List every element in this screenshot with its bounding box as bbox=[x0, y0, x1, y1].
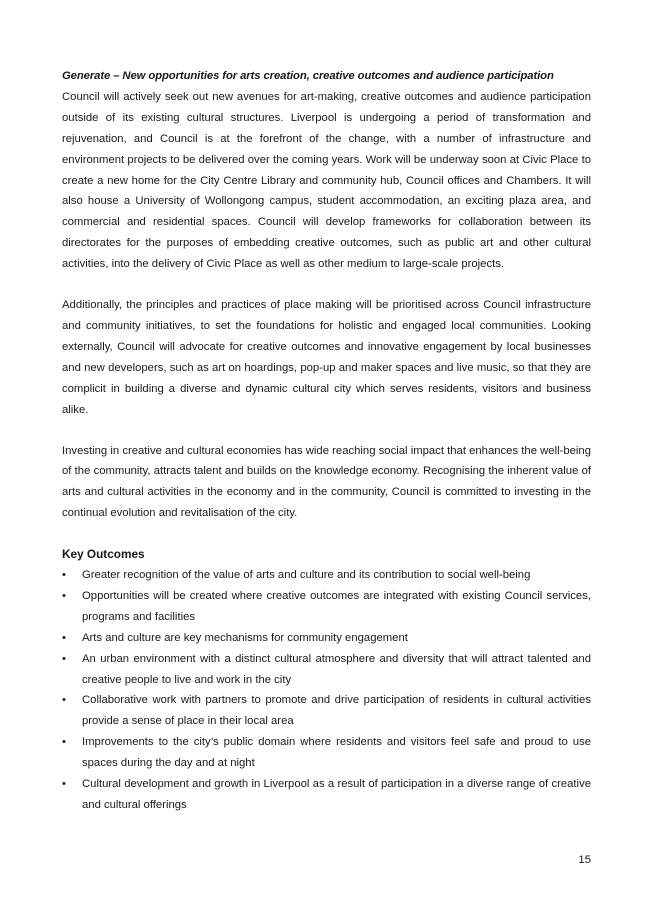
list-item bbox=[62, 628, 591, 649]
list-item-text: Greater recognition of the value of arts and culture and its contribution to social well-being bbox=[82, 569, 531, 582]
list-item-text: An urban environment with a distinct cultural atmosphere and diversity that will attract talented and creative people to live and work in the city bbox=[82, 652, 591, 686]
list-item-text: Arts and culture are key mechanisms for community engagement bbox=[82, 631, 408, 644]
list-item bbox=[62, 565, 591, 586]
page-number: 15 bbox=[578, 854, 591, 866]
list-item-text: Opportunities will be created where creative outcomes are integrated with existing Council services, programs and facilities bbox=[82, 589, 591, 623]
bullet-icon: • bbox=[62, 694, 66, 707]
key-outcomes-heading: Key Outcomes bbox=[62, 547, 145, 562]
list-item-text: Improvements to the city’s public domain where residents and visitors feel safe and proud to use spaces during the day and at night bbox=[82, 736, 591, 770]
bullet-icon: • bbox=[62, 652, 66, 665]
document-page bbox=[62, 66, 591, 816]
key-outcomes-list bbox=[62, 565, 591, 816]
section-heading-generate: Generate – New opportunities for arts creation, creative outcomes and audience participation bbox=[62, 70, 554, 82]
bullet-icon: • bbox=[62, 569, 66, 582]
paragraph-place-making: Additionally, the principles and practices of place making will be prioritised across Council infrastructure and community initiatives, to set the foundations for holistic and engaged local communities. Looking externally, Council will advocate for creative outcomes and innovative engagement by local businesses and new developers, such as art on hoardings, pop-up and maker spaces and live music, so that they are complicit in building a diverse and dynamic cultural city which serves residents, visitors and business alike. bbox=[62, 299, 591, 416]
paragraph-generate-intro: Council will actively seek out new avenues for art-making, creative outcomes and audience participation outside of its existing cultural structures. Liverpool is undergoing a period of transformation and rejuvenation, and Council is at the forefront of the change, with a number of infrastructure and environment projects to be delivered over the coming years. Work will be underway soon at Civic Place to create a new home for the City Centre Library and community hub, Council offices and Chambers. It will also house a University of Wollongong campus, student accommodation, an exciting plaza area, and commercial and residential spaces. Council will develop frameworks for collaboration between its directorates for the purposes of embedding creative outcomes, such as public art and other cultural activities, into the delivery of Civic Place as well as other medium to large-scale projects. bbox=[62, 90, 591, 271]
list-item-text: Cultural development and growth in Liverpool as a result of participation in a diverse range of creative and cultural offerings bbox=[82, 778, 591, 811]
bullet-icon: • bbox=[62, 589, 66, 602]
list-item bbox=[62, 732, 591, 774]
bullet-icon: • bbox=[62, 631, 66, 644]
bullet-icon: • bbox=[62, 736, 66, 749]
list-item bbox=[62, 774, 591, 816]
list-item bbox=[62, 690, 591, 732]
list-item bbox=[62, 586, 591, 628]
list-item-text: Collaborative work with partners to promote and drive participation of residents in cultural activities provide a sense of place in their local area bbox=[82, 694, 591, 728]
list-item bbox=[62, 649, 591, 691]
paragraph-creative-economies: Investing in creative and cultural economies has wide reaching social impact that enhances the well-being of the community, attracts talent and builds on the knowledge economy. Recognising the inherent value of arts and cultural activities in the economy and in the community, Council is committed to investing in the continual evolution and revitalisation of the city. bbox=[62, 444, 591, 520]
bullet-icon: • bbox=[62, 778, 66, 791]
